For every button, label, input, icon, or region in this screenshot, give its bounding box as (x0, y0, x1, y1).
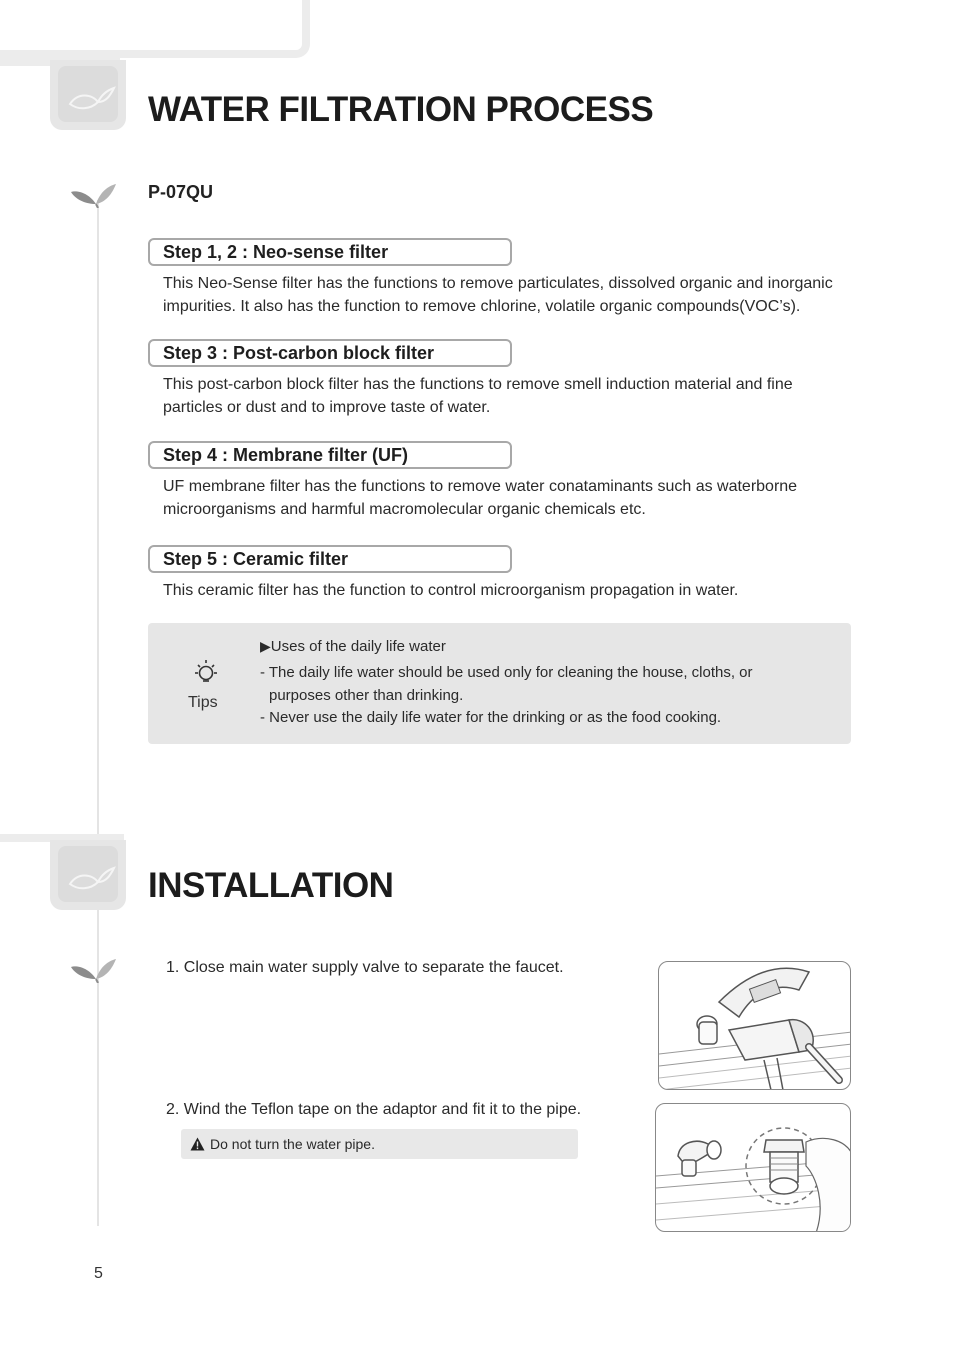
play-triangle-icon: ▶ (260, 638, 271, 654)
step-description-post-carbon (163, 373, 853, 419)
tips-line: purposes other than drinking. (269, 687, 464, 704)
tips-label: Tips (188, 694, 218, 711)
step-label: Step 1, 2 : Neo-sense filter (163, 242, 389, 262)
instruction-step-2: 2. Wind the Teflon tape on the adaptor and fit it to the pipe. (166, 1101, 582, 1118)
warning-text: Do not turn the water pipe. (210, 1136, 375, 1152)
page-title-installation: INSTALLATION (148, 866, 394, 905)
leaf-icon (70, 955, 118, 983)
faucet-wrench-illustration (658, 961, 851, 1090)
description-line: microorganisms and harmful macromolecular organic chemicals etc. (163, 501, 646, 518)
tips-heading-text: Uses of the daily life water (270, 638, 446, 655)
tips-box (148, 623, 851, 744)
warning-triangle-icon (190, 1137, 205, 1151)
description-line: This post-carbon block filter has the functions to remove smell induction material and fine (163, 376, 793, 393)
step-description-membrane (163, 475, 853, 521)
step-description-ceramic (163, 579, 853, 602)
adaptor-teflon-illustration (655, 1103, 851, 1232)
step-label: Step 3 : Post-carbon block filter (163, 343, 435, 363)
adaptor-teflon-drawing (656, 1104, 851, 1232)
model-number: P-07QU (148, 182, 214, 202)
section-tab (50, 60, 126, 130)
faucet-wrench-drawing (659, 962, 851, 1090)
step-description-neo-sense (163, 272, 853, 318)
step-heading-neo-sense (148, 238, 512, 266)
step-heading-ceramic (148, 545, 512, 573)
page-number: 5 (94, 1265, 103, 1282)
leaf-icon (70, 180, 118, 208)
tips-line: - Never use the daily life water for the drinking or as the food cooking. (260, 709, 722, 726)
instruction-step-1: 1. Close main water supply valve to separate the faucet. (166, 959, 564, 976)
section-tab (50, 840, 126, 910)
step-heading-membrane (148, 441, 512, 469)
tips-line: - The daily life water should be used only for cleaning the house, cloths, or (260, 664, 753, 681)
lightbulb-icon (192, 659, 220, 687)
description-line: particles or dust and to improve taste of water. (163, 399, 491, 416)
page-title-filtration: WATER FILTRATION PROCESS (148, 90, 654, 129)
section-leaf-icon (58, 66, 118, 122)
step-label: Step 4 : Membrane filter (UF) (163, 445, 409, 465)
step-label: Step 5 : Ceramic filter (163, 549, 349, 569)
step-heading-post-carbon (148, 339, 512, 367)
top-frame-decoration (0, 0, 310, 58)
description-line: UF membrane filter has the functions to remove water conataminants such as waterborne (163, 478, 798, 495)
description-line: This Neo-Sense filter has the functions to remove particulates, dissolved organic and inorganic (163, 275, 833, 292)
warning-note (181, 1129, 578, 1159)
description-line: This ceramic filter has the function to control microorganism propagation in water. (163, 582, 739, 599)
tips-heading (260, 638, 446, 655)
description-line: impurities. It also has the function to remove chlorine, volatile organic compounds(VOC’s). (163, 298, 801, 315)
margin-line (97, 200, 99, 1226)
section-leaf-icon (58, 846, 118, 902)
